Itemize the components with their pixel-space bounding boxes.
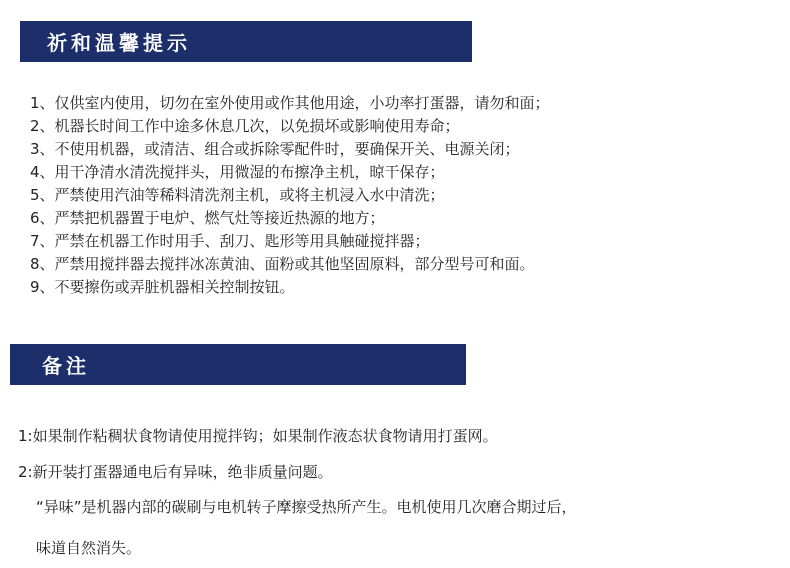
tips-header-title: 祈和温馨提示 — [47, 31, 191, 55]
tips-list — [30, 92, 770, 299]
remarks-header-title: 备注 — [42, 354, 90, 378]
tip-item: 8、严禁用搅拌器去搅拌冰冻黄油、面粉或其他坚固原料，部分型号可和面。 — [30, 255, 535, 273]
tip-item: 4、用干净清水清洗搅拌头，用微湿的布擦净主机，晾干保存； — [30, 163, 445, 181]
tip-item: 7、严禁在机器工作时用手、刮刀、匙形等用具触碰搅拌器； — [30, 232, 430, 250]
remark-line: 1:如果制作粘稠状食物请使用搅拌钩；如果制作液态状食物请用打蛋网。 — [18, 427, 498, 445]
tip-item: 2、机器长时间工作中途多休息几次，以免损坏或影响使用寿命； — [30, 117, 460, 135]
tips-header-banner — [20, 21, 472, 62]
tip-item: 6、严禁把机器置于电炉、燃气灶等接近热源的地方； — [30, 209, 385, 227]
remark-line: 味道自然消失。 — [36, 539, 142, 557]
tip-item: 1、仅供室内使用，切勿在室外使用或作其他用途，小功率打蛋器，请勿和面； — [30, 94, 550, 112]
tip-item: 3、不使用机器，或清洁、组合或拆除零配件时，要确保开关、电源关闭； — [30, 140, 520, 158]
remark-line: 2:新开装打蛋器通电后有异味，绝非质量问题。 — [18, 463, 333, 481]
tip-item: 9、不要擦伤或弄脏机器相关控制按钮。 — [30, 278, 295, 296]
remark-line: “异味”是机器内部的碳刷与电机转子摩擦受热所产生。电机使用几次磨合期过后， — [36, 498, 577, 516]
remarks-header-banner — [10, 344, 466, 385]
tip-item: 5、严禁使用汽油等稀料清洗剂主机，或将主机浸入水中清洗； — [30, 186, 445, 204]
